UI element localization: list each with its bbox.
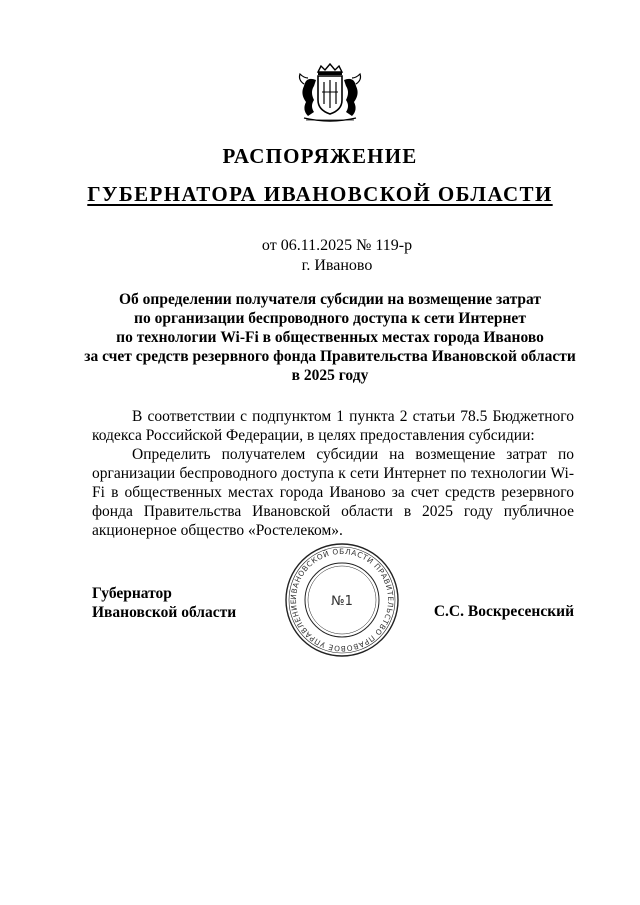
body-paragraph: Определить получателем субсидии на возмещение затрат по организации беспроводного доступа к сети Интернет по технологии Wi-Fi в общественных местах города Иваново за счет средств резервного фонда Правительства Ивановской области в 2025 году публичное акционерное общество «Ростелеком». bbox=[92, 446, 574, 539]
subject-line: в 2025 году bbox=[291, 367, 369, 384]
signatory-name: С.С. Воскресенский bbox=[433, 603, 574, 620]
document-type-title: РАСПОРЯЖЕНИЕ bbox=[222, 144, 418, 168]
body-paragraph: В соответствии с подпунктом 1 пункта 2 статьи 78.5 Бюджетного кодекса Российской Федерации, в целях предоставления субсидии: bbox=[92, 408, 574, 444]
subject-heading bbox=[60, 290, 600, 385]
subject-line: Об определении получателя субсидии на возмещение затрат bbox=[118, 291, 541, 308]
official-stamp bbox=[282, 540, 402, 660]
stamp-number: №1 bbox=[331, 594, 353, 609]
issuer-title: ГУБЕРНАТОРА ИВАНОВСКОЙ ОБЛАСТИ bbox=[87, 182, 553, 206]
subject-line: по технологии Wi-Fi в общественных местах города Иваново bbox=[116, 329, 544, 346]
signatory-position bbox=[92, 584, 236, 622]
stamp-ring-text: ИВАНОВСКОЙ ОБЛАСТИ ПРАВИТЕЛЬСТВО ПРАВОВОЕ УПРАВЛЕНИЕ bbox=[288, 546, 396, 654]
subject-line: по организации беспроводного доступа к сети Интернет bbox=[134, 310, 526, 327]
subject-line: за счет средств резервного фонда Правительства Ивановской области bbox=[84, 348, 576, 365]
date-number: от 06.11.2025 № 119-р bbox=[261, 237, 413, 254]
city: г. Иваново bbox=[301, 257, 373, 274]
signatory-position-line: Губернатор bbox=[92, 585, 172, 602]
body-text bbox=[92, 407, 574, 540]
signatory-position-line: Ивановской области bbox=[92, 604, 237, 621]
coat-of-arms-icon bbox=[290, 62, 370, 124]
